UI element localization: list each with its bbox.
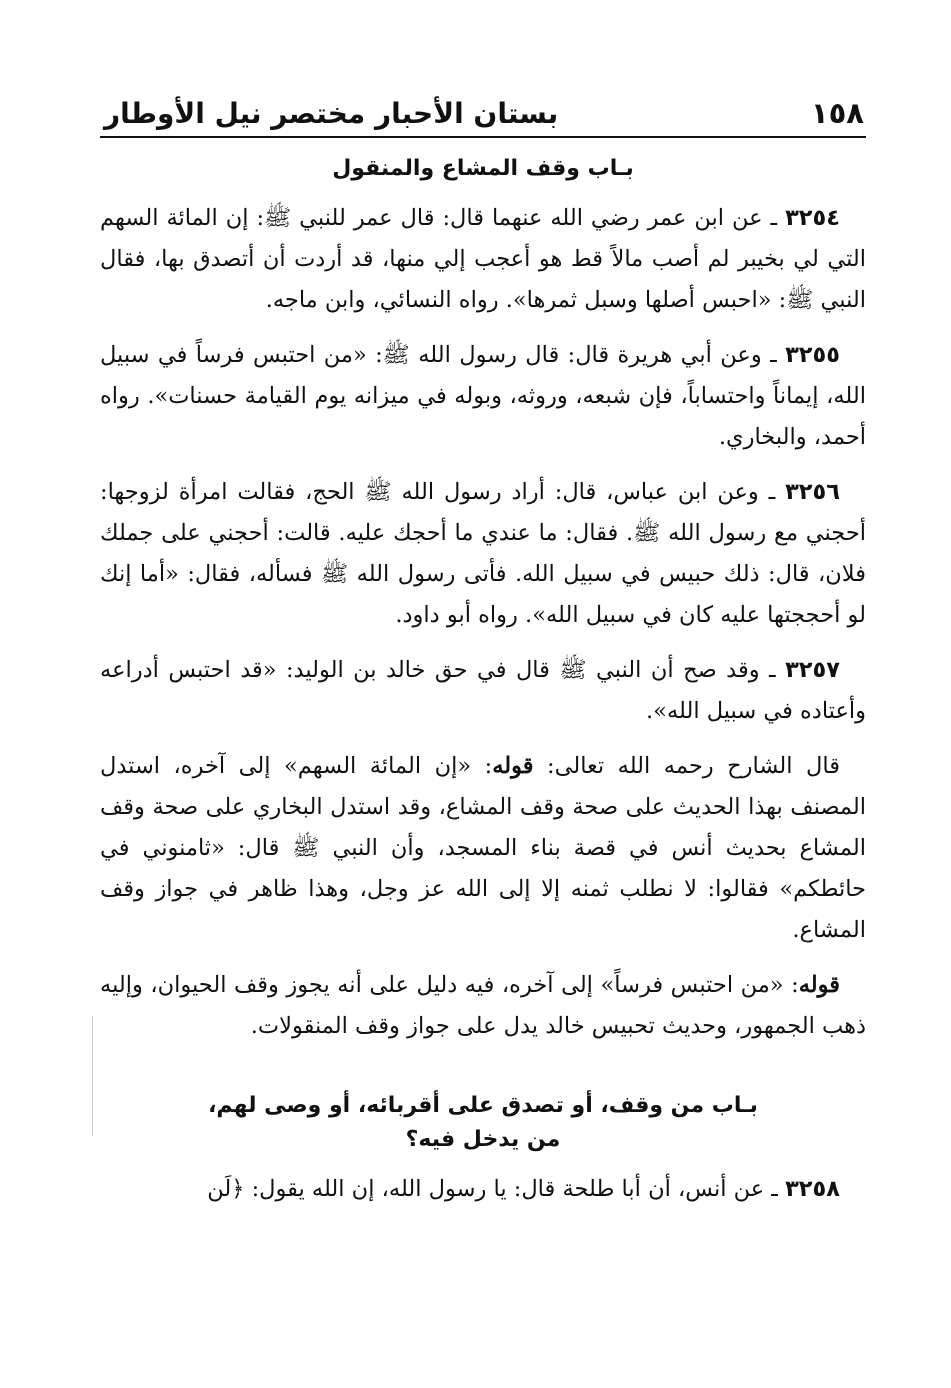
chapter-heading-text: بـاب وقف المشاع والمنقول: [332, 156, 634, 181]
hadith-text: ـ عن ابن عمر رضي الله عنهما قال: قال عمر للنبي ﷺ: إن المائة السهم التي لي بخيبر لم أصب مالاً قط هو أعجب إلي منها، قد أردت أن أتصدق بها، فقال النبي ﷺ: «احبس أصلها وسبل ثمرها». رواه النسائي، وابن ماجه.: [100, 205, 866, 313]
commentary-keyword: قوله: [492, 753, 534, 779]
chapter-heading-waqf-mushaa: [100, 152, 866, 186]
commentary-text: : «إن المائة السهم» إلى آخره، استدل المصنف بهذا الحديث على صحة وقف المشاع، وقد استدل البخاري على صحة وقف المشاع بحديث أنس في قصة بناء المسجد، وأن النبي ﷺ قال: «ثامنوني في حائطكم» فقالوا: لا نطلب ثمنه إلا إلى الله عز وجل، وهذا ظاهر في جواز وقف المشاع.: [100, 753, 866, 943]
chapter-heading-line-1: بـاب من وقف، أو تصدق على أقربائه، أو وصى لهم،: [208, 1093, 758, 1118]
commentary-text: : «من احتبس فرساً» إلى آخره، فيه دليل على أنه يجوز وقف الحيوان، وإليه ذهب الجمهور، وحديث تحبيس خالد يدل على جواز وقف المنقولات.: [100, 972, 866, 1039]
hadith-3258: [100, 1169, 866, 1210]
hadith-3255: [100, 335, 866, 458]
commentary-paragraph-1: [100, 746, 866, 951]
commentary-lead: قال الشارح رحمه الله تعالى:: [533, 753, 840, 779]
hadith-number: ٣٢٥٦: [785, 479, 840, 505]
scan-margin-mark: [92, 1016, 93, 1136]
commentary-paragraph-2: [100, 965, 866, 1047]
chapter-heading-line-2: من يدخل فيه؟: [405, 1127, 561, 1152]
hadith-3257: [100, 650, 866, 732]
hadith-number: ٣٢٥٨: [785, 1176, 840, 1202]
hadith-number: ٣٢٥٥: [785, 342, 840, 368]
chapter-heading-waqf-relatives: [100, 1089, 866, 1157]
hadith-text: ـ عن أنس، أن أبا طلحة قال: يا رسول الله، إن الله يقول: ﴿لَن: [207, 1176, 786, 1202]
hadith-number: ٣٢٥٤: [785, 205, 840, 231]
page-body: [100, 152, 866, 1224]
hadith-number: ٣٢٥٧: [785, 657, 840, 683]
running-header: [104, 78, 864, 130]
header-divider: [100, 136, 866, 138]
hadith-text: ـ وقد صح أن النبي ﷺ قال في حق خالد بن الوليد: «قد احتبس أدراعه وأعتاده في سبيل الله».: [100, 657, 866, 724]
hadith-text: ـ وعن أبي هريرة قال: قال رسول الله ﷺ: «من احتبس فرساً في سبيل الله، إيماناً واحتساباً، فإن شبعه، وروثه، وبوله في ميزانه يوم القيامة حسنات». رواه أحمد، والبخاري.: [100, 342, 866, 450]
page-number: ١٥٨: [810, 96, 864, 130]
book-title: بستان الأحبار مختصر نيل الأوطار: [104, 97, 559, 130]
hadith-3256: [100, 472, 866, 636]
hadith-text: ـ وعن ابن عباس، قال: أراد رسول الله ﷺ الحج، فقالت امرأة لزوجها: أحجني مع رسول الله ﷺ. فقال: ما عندي ما أحجك عليه. قالت: أحجني على جملك فلان، قال: ذلك حبيس في سبيل الله. فأتى رسول الله ﷺ فسأله، فقال: «أما إنك لو أحججتها عليه كان في سبيل الله». رواه أبو داود.: [100, 479, 866, 628]
hadith-3254: [100, 198, 866, 321]
commentary-keyword: قوله: [798, 972, 840, 998]
